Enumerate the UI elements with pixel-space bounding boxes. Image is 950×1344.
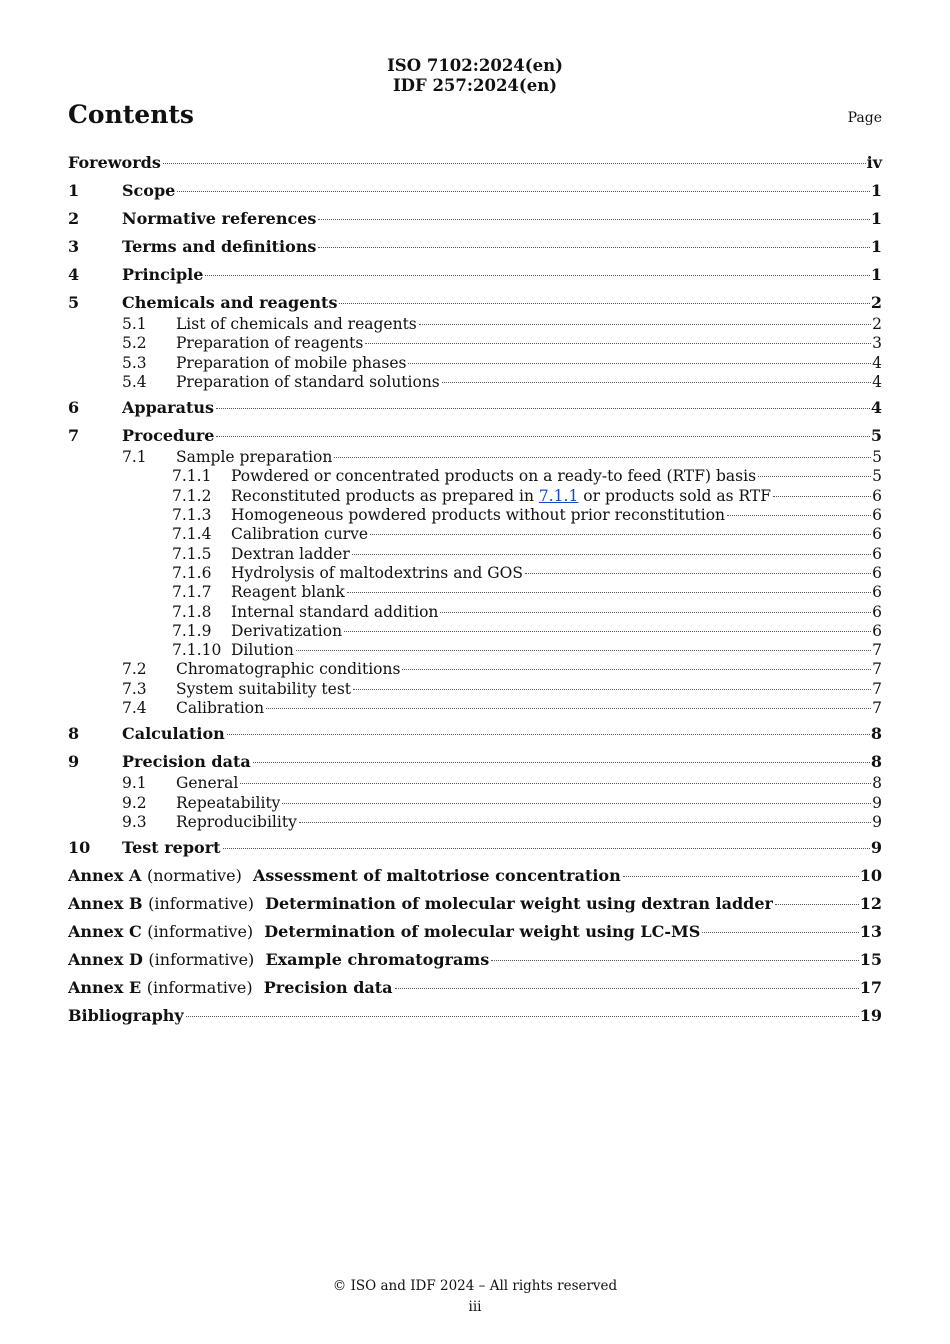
page-title: Contents	[68, 100, 195, 129]
toc-entry-annex-b[interactable]	[68, 894, 882, 916]
dot-leader	[227, 734, 870, 735]
toc-entry-number: 7.1.9	[172, 621, 212, 640]
toc-entry-page: 7	[872, 699, 882, 718]
toc-entry-7-1-3[interactable]	[68, 506, 882, 525]
toc-entry-7-1[interactable]	[68, 448, 882, 467]
toc-entry-title: Sample preparation	[176, 448, 333, 467]
toc-entry-title: Principle	[122, 265, 204, 284]
toc-entry-number: 7.1	[122, 448, 147, 467]
toc-entry-number: 9.3	[122, 812, 147, 831]
toc-entry-title: Preparation of mobile phases	[176, 353, 407, 372]
annex-title: Example chromatograms	[265, 950, 490, 970]
annex-type: (informative)	[146, 978, 253, 998]
toc-entry-number: 1	[68, 181, 80, 200]
toc-entry-title	[231, 487, 771, 505]
toc-entry-page: 1	[870, 209, 882, 228]
toc-entry-5-4[interactable]	[68, 373, 882, 392]
toc-entry-number: 6	[68, 398, 80, 418]
annex-type: (informative)	[148, 950, 255, 970]
toc-entry-7-2[interactable]	[68, 660, 882, 679]
dot-leader	[163, 163, 866, 164]
toc-entry-title: Internal standard addition	[231, 602, 439, 621]
toc-entry-procedure[interactable]	[68, 426, 882, 448]
toc-entry-title	[68, 950, 489, 969]
title-part-b: or products sold as RTF	[578, 486, 772, 505]
toc-entry-title: Apparatus	[122, 398, 214, 418]
toc-entry-annex-a[interactable]	[68, 866, 882, 888]
toc-entry-page: 1	[870, 237, 882, 256]
toc-entry-title: Terms and definitions	[122, 237, 317, 256]
dot-leader	[216, 408, 870, 409]
toc-entry-title: Homogeneous powdered products without prior reconstitution	[231, 506, 726, 525]
toc-entry-9-2[interactable]	[68, 794, 882, 813]
toc-entry-number: 8	[68, 724, 80, 744]
toc-entry-9-1[interactable]	[68, 774, 882, 793]
toc-entry-page: 6	[872, 544, 882, 563]
annex-type: (informative)	[147, 922, 254, 942]
page-number: iii	[468, 1299, 482, 1315]
toc-entry-title: Dextran ladder	[231, 544, 350, 563]
toc-entry-number: 4	[68, 265, 80, 284]
toc-entry-page: 13	[859, 922, 882, 942]
toc-entry-7-1-6[interactable]	[68, 564, 882, 583]
toc-entry-forewords[interactable]	[68, 153, 882, 175]
toc-entry-title: Reproducibility	[176, 812, 297, 831]
toc-entry-title: Test report	[122, 838, 221, 858]
toc-entry-number: 10	[68, 838, 91, 858]
toc-entry-scope[interactable]	[68, 181, 882, 203]
toc-entry-7-1-2[interactable]	[68, 487, 882, 506]
toc-entry-page: 8	[870, 752, 882, 772]
dot-leader	[370, 534, 871, 535]
toc-entry-page: 7	[872, 660, 882, 679]
toc-entry-7-3[interactable]	[68, 680, 882, 699]
dot-leader	[365, 343, 871, 344]
dot-leader	[253, 762, 870, 763]
toc-entry-number: 7.1.5	[172, 544, 212, 563]
toc-entry-page: 6	[872, 563, 882, 582]
idf-designation: IDF 257:2024(en)	[392, 76, 558, 95]
toc-entry-title: Dilution	[231, 641, 294, 660]
dot-leader	[727, 515, 871, 516]
toc-entry-number: 7.1.6	[172, 563, 212, 582]
toc-entry-number: 7	[68, 426, 80, 446]
toc-entry-page: 3	[872, 334, 882, 353]
dot-leader	[773, 496, 871, 497]
toc-entry-number: 7.4	[122, 699, 147, 718]
toc-entry-page: iv	[866, 153, 882, 172]
toc-entry-title: List of chemicals and reagents	[176, 315, 417, 333]
toc-entry-title: Bibliography	[68, 1006, 184, 1026]
annex-title: Precision data	[263, 978, 393, 998]
toc-entry-page: 7	[872, 679, 882, 698]
toc-entry-precision-data[interactable]	[68, 752, 882, 774]
annex-title: Determination of molecular weight using LC-MS	[264, 922, 701, 942]
annex-label: Annex A	[68, 866, 142, 886]
dot-leader	[758, 476, 871, 477]
toc-entry-terms-definitions[interactable]	[68, 237, 882, 259]
toc-entry-page: 6	[872, 525, 882, 544]
toc-entry-title: Normative references	[122, 209, 317, 228]
toc-entry-page: 9	[870, 838, 882, 858]
dot-leader	[339, 303, 869, 304]
toc-entry-number: 2	[68, 209, 80, 228]
toc-entry-number: 7.1.4	[172, 525, 212, 544]
toc-entry-page: 1	[870, 265, 882, 284]
toc-entry-title: Calibration curve	[231, 525, 369, 544]
toc-entry-page: 4	[872, 372, 882, 391]
dot-leader	[402, 669, 871, 670]
dot-leader	[334, 457, 871, 458]
toc-entry-7-1-10[interactable]	[68, 641, 882, 660]
toc-entry-number: 7.1.8	[172, 602, 212, 621]
toc-entry-number: 5.1	[122, 315, 147, 333]
toc-entry-bibliography[interactable]	[68, 1006, 882, 1028]
toc-entry-page: 4	[870, 398, 882, 418]
toc-entry-page: 19	[859, 1006, 882, 1026]
dot-leader	[318, 219, 869, 220]
toc-entry-title	[68, 866, 621, 885]
toc-entry-5-1[interactable]	[68, 315, 882, 334]
toc-entry-title	[68, 894, 773, 913]
toc-entry-7-1-8[interactable]	[68, 603, 882, 622]
dot-leader	[352, 554, 871, 555]
toc-entry-7-1-1[interactable]	[68, 467, 882, 486]
toc-entry-number: 7.1.10	[172, 641, 222, 660]
toc-entry-page: 1	[870, 181, 882, 200]
copyright-notice: © ISO and IDF 2024 – All rights reserved	[332, 1278, 618, 1294]
toc-entry-calculation[interactable]	[68, 724, 882, 746]
toc-entry-title	[68, 922, 700, 941]
toc-entry-page: 17	[859, 978, 882, 998]
dot-leader	[347, 592, 871, 593]
dot-leader	[282, 803, 871, 804]
toc-entry-number: 7.2	[122, 660, 147, 679]
dot-leader	[318, 247, 869, 248]
page-footer	[0, 1276, 950, 1318]
toc-entry-test-report[interactable]	[68, 838, 882, 860]
table-of-contents	[68, 153, 882, 1028]
toc-entry-page: 15	[859, 950, 882, 970]
toc-entry-title: Calibration	[176, 699, 265, 718]
toc-entry-page: 2	[872, 315, 882, 333]
toc-entry-5-3[interactable]	[68, 354, 882, 373]
annex-label: Annex D	[68, 950, 143, 970]
toc-entry-annex-e[interactable]	[68, 978, 882, 1000]
toc-entry-title: Calculation	[122, 724, 225, 744]
toc-entry-title: Powdered or concentrated products on a ready-to feed (RTF) basis	[231, 467, 757, 486]
toc-entry-page: 5	[870, 426, 882, 446]
annex-type: (informative)	[148, 894, 254, 914]
toc-entry-title: Repeatability	[176, 793, 281, 812]
toc-entry-page: 6	[872, 486, 882, 505]
dot-leader	[440, 612, 871, 613]
annex-label: Annex B	[68, 894, 143, 914]
toc-entry-title: Reagent blank	[231, 583, 345, 602]
toc-entry-page: 10	[859, 866, 882, 886]
toc-entry-title	[68, 978, 393, 997]
toc-entry-title: Derivatization	[231, 621, 343, 640]
dot-leader	[408, 363, 871, 364]
toc-entry-page: 4	[872, 353, 882, 372]
toc-entry-annex-c[interactable]	[68, 922, 882, 944]
dot-leader	[177, 191, 870, 192]
dot-leader	[491, 960, 858, 961]
toc-entry-chemicals-reagents[interactable]	[68, 293, 882, 315]
page-column-label: Page	[847, 110, 882, 126]
iso-designation: ISO 7102:2024(en)	[387, 56, 563, 75]
toc-entry-page: 8	[870, 724, 882, 744]
dot-leader	[223, 848, 870, 849]
toc-entry-page: 6	[872, 583, 882, 602]
dot-leader	[775, 904, 859, 905]
toc-entry-7-1-4[interactable]	[68, 525, 882, 544]
annex-title: Determination of molecular weight using dextran ladder	[265, 894, 773, 914]
toc-entry-9-3[interactable]	[68, 813, 882, 832]
dot-leader	[296, 650, 871, 651]
toc-entry-number: 5.2	[122, 334, 147, 353]
cross-reference-link[interactable]: 7.1.1	[538, 486, 579, 505]
annex-label: Annex C	[68, 922, 142, 942]
toc-entry-title: Preparation of standard solutions	[176, 372, 440, 391]
toc-entry-number: 9.1	[122, 774, 147, 793]
toc-entry-annex-d[interactable]	[68, 950, 882, 972]
toc-entry-title: Chemicals and reagents	[122, 293, 338, 312]
dot-leader	[205, 275, 869, 276]
dot-leader	[419, 324, 871, 325]
title-part-a: Reconstituted products as prepared in	[231, 486, 539, 505]
toc-entry-title: General	[176, 774, 239, 793]
dot-leader	[186, 1016, 859, 1017]
toc-entry-page: 5	[872, 467, 882, 486]
dot-leader	[240, 783, 871, 784]
toc-entry-number: 3	[68, 237, 80, 256]
dot-leader	[442, 382, 871, 383]
toc-entry-number: 7.3	[122, 679, 147, 698]
dot-leader	[702, 932, 858, 933]
toc-entry-7-1-7[interactable]	[68, 583, 882, 602]
toc-entry-page: 7	[872, 641, 882, 660]
dot-leader	[395, 988, 859, 989]
toc-entry-title: Hydrolysis of maltodextrins and GOS	[231, 563, 523, 582]
toc-entry-number: 5.3	[122, 353, 147, 372]
toc-entry-number: 5	[68, 293, 80, 312]
toc-entry-page: 2	[870, 293, 882, 312]
toc-entry-title: Scope	[122, 181, 176, 200]
annex-title: Assessment of maltotriose concentration	[252, 866, 621, 886]
annex-label: Annex E	[68, 978, 142, 998]
toc-entry-normative-references[interactable]	[68, 209, 882, 231]
toc-entry-number: 7.1.3	[172, 506, 212, 525]
toc-entry-title: Precision data	[122, 752, 251, 772]
toc-entry-number: 7.1.2	[172, 486, 212, 505]
toc-entry-number: 7.1.7	[172, 583, 212, 602]
toc-entry-7-4[interactable]	[68, 699, 882, 718]
toc-entry-principle[interactable]	[68, 265, 882, 287]
toc-entry-title: Forewords	[68, 153, 161, 172]
toc-entry-page: 6	[872, 506, 882, 525]
toc-entry-apparatus[interactable]	[68, 398, 882, 420]
toc-entry-number: 5.4	[122, 372, 147, 391]
toc-entry-page: 5	[872, 448, 882, 467]
dot-leader	[353, 689, 871, 690]
document-header	[0, 56, 950, 96]
toc-entry-number: 7.1.1	[172, 467, 212, 486]
dot-leader	[623, 876, 859, 877]
toc-entry-number: 9.2	[122, 793, 147, 812]
dot-leader	[266, 708, 871, 709]
toc-entry-5-2[interactable]	[68, 334, 882, 353]
annex-type: (normative)	[146, 866, 242, 886]
toc-entry-page: 9	[872, 793, 882, 812]
dot-leader	[216, 436, 869, 437]
dot-leader	[525, 573, 871, 574]
toc-entry-page: 12	[859, 894, 882, 914]
toc-entry-title: Chromatographic conditions	[176, 660, 401, 679]
toc-entry-7-1-5[interactable]	[68, 545, 882, 564]
dot-leader	[344, 631, 871, 632]
toc-entry-page: 6	[872, 621, 882, 640]
toc-entry-page: 9	[872, 812, 882, 831]
dot-leader	[299, 822, 871, 823]
toc-entry-title: Procedure	[122, 426, 215, 446]
toc-entry-page: 8	[872, 774, 882, 793]
toc-entry-title: Preparation of reagents	[176, 334, 364, 353]
toc-entry-number: 9	[68, 752, 80, 772]
toc-entry-page: 6	[872, 602, 882, 621]
toc-entry-title: System suitability test	[176, 679, 352, 698]
toc-entry-7-1-9[interactable]	[68, 622, 882, 641]
